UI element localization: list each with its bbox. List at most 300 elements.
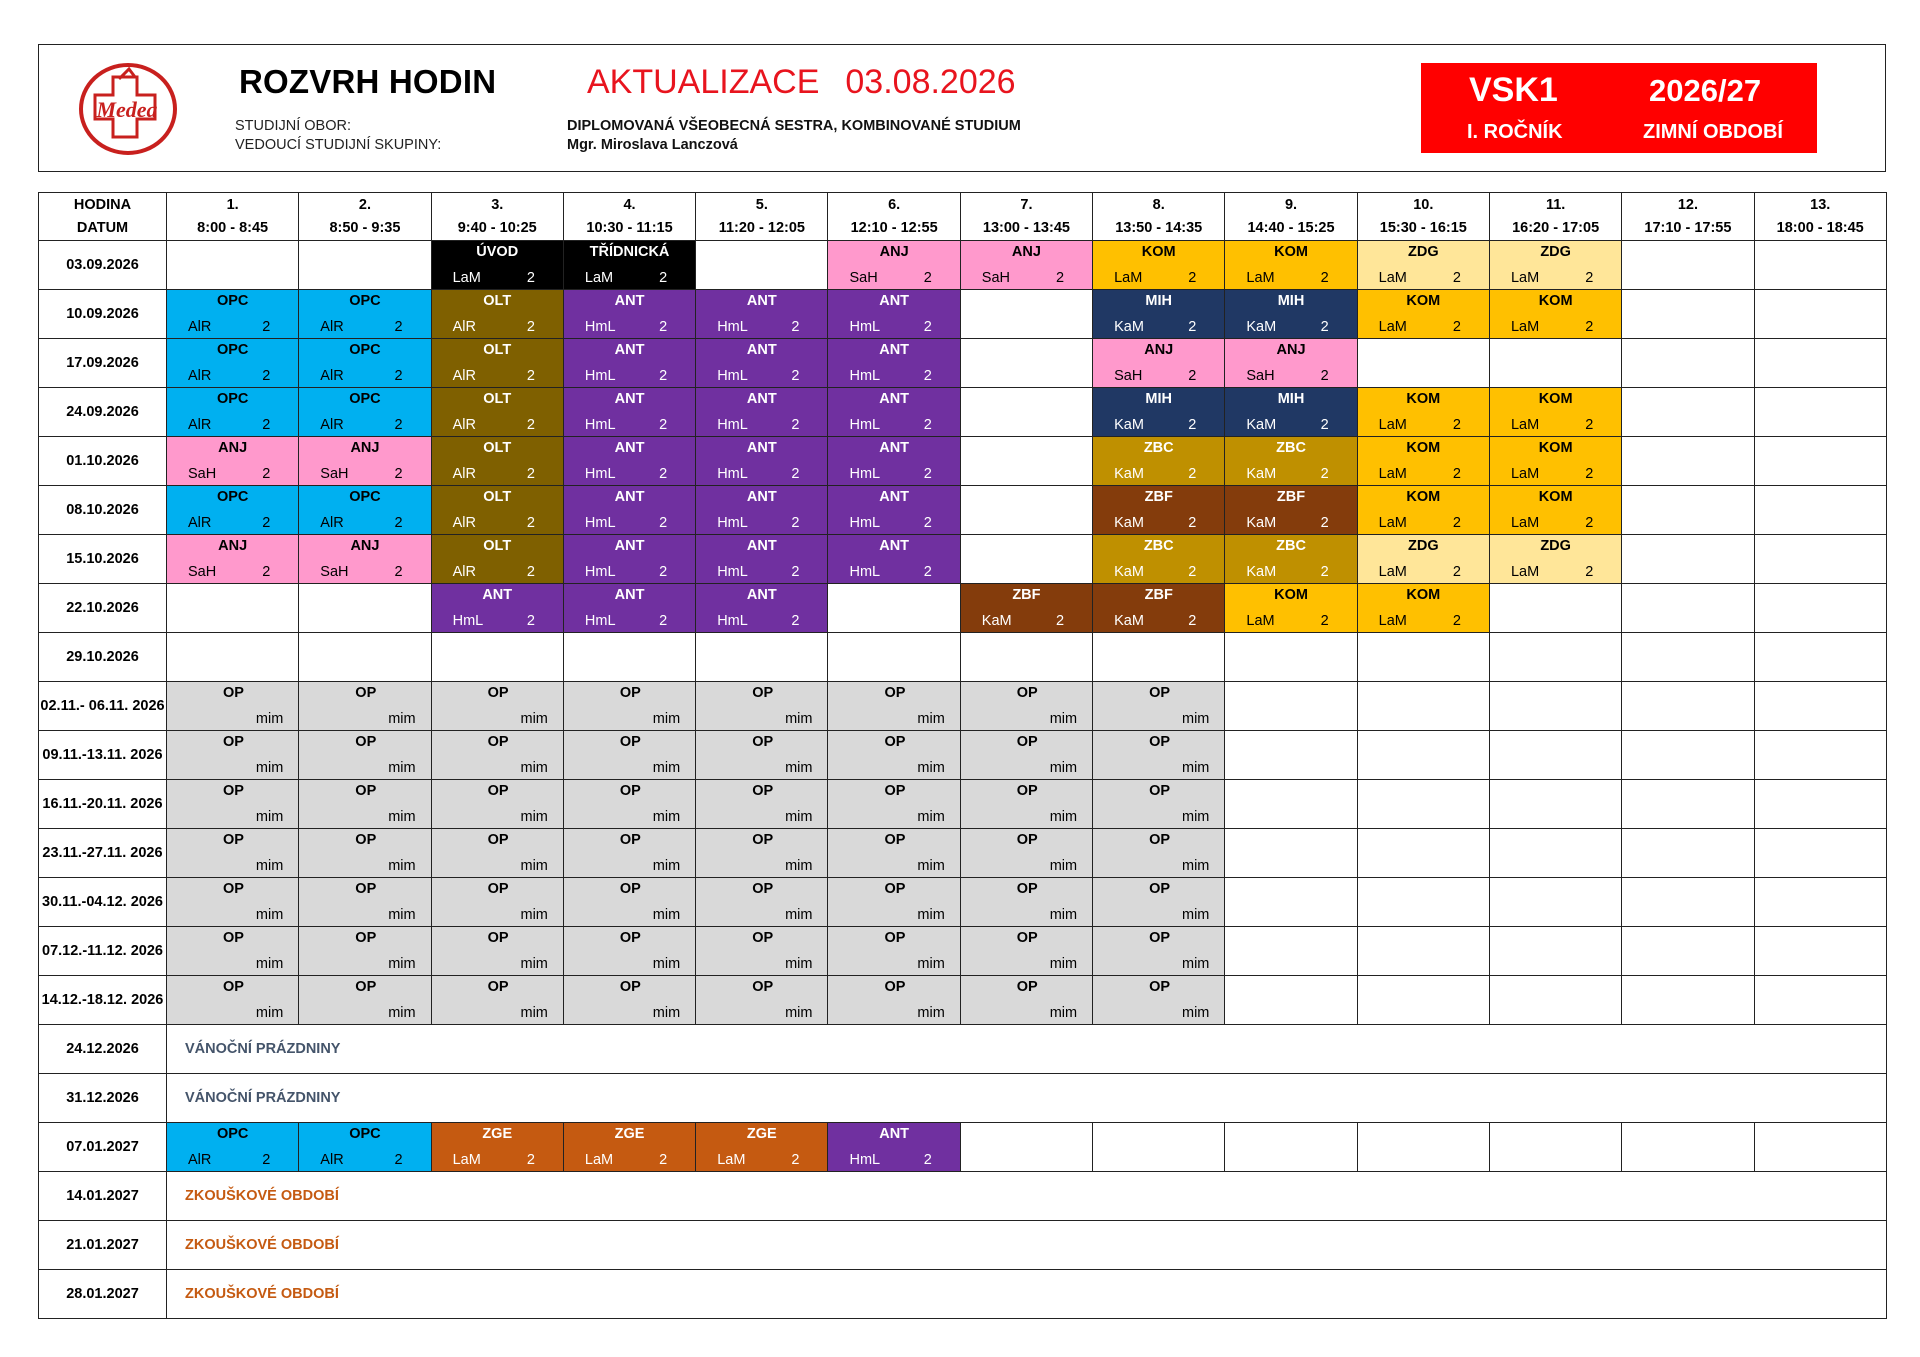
period-time: 13:00 - 13:45 bbox=[982, 219, 1070, 236]
hours-count: 2 bbox=[923, 466, 932, 482]
teacher-code: HmL bbox=[849, 515, 881, 531]
teacher-code: KaM bbox=[1114, 564, 1144, 580]
lesson-cell bbox=[1225, 388, 1357, 437]
teacher-code: SaH bbox=[1114, 368, 1143, 384]
period-header bbox=[167, 193, 299, 241]
subject-code: ZBC bbox=[1143, 538, 1174, 554]
lesson-cell bbox=[828, 878, 960, 927]
teacher-code: AlR bbox=[320, 368, 344, 384]
teacher-code: mim bbox=[1181, 1005, 1210, 1021]
lesson-cell bbox=[828, 780, 960, 829]
empty-cell bbox=[1622, 241, 1754, 290]
hours-count: 2 bbox=[923, 564, 932, 580]
lesson-cell bbox=[828, 486, 960, 535]
table-row bbox=[39, 339, 1887, 388]
subject-code: ANT bbox=[482, 587, 513, 603]
lesson-cell bbox=[1225, 437, 1357, 486]
date-cell bbox=[39, 976, 167, 1025]
lesson-cell bbox=[1093, 927, 1225, 976]
empty-cell bbox=[1754, 241, 1886, 290]
subject-code: KOM bbox=[1538, 440, 1573, 456]
subject-code: OP bbox=[619, 832, 641, 848]
hours-count: 2 bbox=[526, 368, 535, 384]
lesson-cell bbox=[1093, 486, 1225, 535]
table-row bbox=[39, 1221, 1887, 1270]
period-time: 11:20 - 12:05 bbox=[718, 219, 805, 236]
note-text: ZKOUŠKOVÉ OBDOBÍ bbox=[185, 1188, 339, 1204]
teacher-code: HmL bbox=[849, 417, 881, 433]
subject-code: ANT bbox=[746, 587, 777, 603]
teacher-code: mim bbox=[520, 956, 548, 972]
teacher-code: mim bbox=[255, 858, 284, 874]
hours-count: 2 bbox=[1452, 417, 1461, 433]
hours-count: 2 bbox=[791, 564, 800, 580]
subject-code: ZGE bbox=[482, 1126, 513, 1142]
subject-code: ANT bbox=[746, 440, 777, 456]
subject-code: OP bbox=[487, 881, 509, 897]
hours-count: 2 bbox=[1188, 564, 1197, 580]
group-badge bbox=[1421, 63, 1817, 153]
table-row bbox=[39, 437, 1887, 486]
lesson-cell bbox=[696, 878, 828, 927]
hours-count: 2 bbox=[1585, 564, 1594, 580]
empty-cell bbox=[431, 633, 563, 682]
note-cell bbox=[167, 1270, 1887, 1319]
lesson-cell bbox=[299, 731, 431, 780]
empty-cell bbox=[1622, 486, 1754, 535]
subject-code: ANT bbox=[879, 391, 910, 407]
hours-count: 2 bbox=[1320, 564, 1329, 580]
hours-count: 2 bbox=[1452, 564, 1461, 580]
empty-cell bbox=[1357, 976, 1489, 1025]
teacher-code: KaM bbox=[1114, 417, 1144, 433]
hours-count: 2 bbox=[923, 319, 932, 335]
teacher-code: mim bbox=[652, 760, 681, 776]
lesson-cell bbox=[563, 486, 695, 535]
teacher-code: AlR bbox=[452, 466, 476, 482]
table-row bbox=[39, 633, 1887, 682]
lesson-cell bbox=[1093, 878, 1225, 927]
lesson-cell bbox=[167, 682, 299, 731]
empty-cell bbox=[1093, 1123, 1225, 1172]
update-label: AKTUALIZACE bbox=[587, 63, 820, 101]
teacher-code: KaM bbox=[1246, 417, 1277, 433]
empty-cell bbox=[167, 633, 299, 682]
subject-code: ZBC bbox=[1276, 440, 1306, 456]
lesson-cell bbox=[696, 1123, 828, 1172]
lesson-cell bbox=[167, 535, 299, 584]
hours-count: 2 bbox=[659, 564, 668, 580]
lesson-cell bbox=[1357, 584, 1489, 633]
table-row bbox=[39, 1074, 1887, 1123]
teacher-code: KaM bbox=[1246, 466, 1277, 482]
subject-code: OP bbox=[752, 979, 774, 995]
date-label: 16.11.-20.11. 2026 bbox=[42, 795, 163, 812]
hours-count: 2 bbox=[394, 1152, 403, 1168]
subject-code: OP bbox=[884, 734, 906, 750]
lesson-cell bbox=[696, 682, 828, 731]
hours-count: 2 bbox=[394, 466, 403, 482]
period-number: 3. bbox=[491, 196, 504, 213]
teacher-code: LaM bbox=[1378, 319, 1407, 335]
empty-cell bbox=[1754, 633, 1886, 682]
hours-count: 2 bbox=[526, 417, 535, 433]
subject-code: KOM bbox=[1274, 244, 1308, 260]
subject-code: ANJ bbox=[1011, 244, 1041, 260]
subject-code: OP bbox=[1016, 783, 1038, 799]
empty-cell bbox=[828, 633, 960, 682]
teacher-code: HmL bbox=[717, 319, 748, 335]
teacher-code: AlR bbox=[320, 515, 344, 531]
hours-count: 2 bbox=[1452, 613, 1461, 629]
hours-count: 2 bbox=[1320, 613, 1329, 629]
empty-cell bbox=[1754, 388, 1886, 437]
lesson-cell bbox=[960, 241, 1092, 290]
lesson-cell bbox=[431, 780, 563, 829]
subject-code: OLT bbox=[483, 342, 512, 358]
teacher-code: KaM bbox=[1246, 515, 1277, 531]
table-row bbox=[39, 388, 1887, 437]
period-number: 13. bbox=[1810, 196, 1831, 213]
svg-text:Medea: Medea bbox=[96, 97, 158, 122]
teacher-code: mim bbox=[388, 956, 416, 972]
lesson-cell bbox=[431, 682, 563, 731]
date-cell bbox=[39, 486, 167, 535]
subject-code: ANT bbox=[746, 293, 777, 309]
lesson-cell bbox=[299, 878, 431, 927]
lesson-cell bbox=[960, 927, 1092, 976]
teacher-code: SaH bbox=[188, 564, 217, 580]
lesson-cell bbox=[696, 290, 828, 339]
teacher-code: LaM bbox=[1510, 564, 1540, 580]
hours-count: 2 bbox=[1452, 466, 1461, 482]
corner-header bbox=[39, 193, 167, 241]
subject-code: OP bbox=[884, 832, 906, 848]
teacher-code: HmL bbox=[584, 613, 616, 629]
teacher-code: HmL bbox=[717, 564, 748, 580]
empty-cell bbox=[1754, 927, 1886, 976]
empty-cell bbox=[1225, 780, 1357, 829]
lesson-cell bbox=[167, 290, 299, 339]
date-label: 17.09.2026 bbox=[66, 354, 139, 371]
hours-count: 2 bbox=[1188, 319, 1197, 335]
lesson-cell bbox=[299, 437, 431, 486]
subject-code: OP bbox=[884, 783, 906, 799]
hours-count: 2 bbox=[1320, 515, 1329, 531]
lesson-cell bbox=[1489, 290, 1621, 339]
lesson-cell bbox=[828, 731, 960, 780]
date-cell bbox=[39, 1025, 167, 1074]
subject-code: MIH bbox=[1277, 293, 1305, 309]
period-number: 6. bbox=[888, 196, 901, 213]
lesson-cell bbox=[960, 731, 1092, 780]
lesson-cell bbox=[299, 829, 431, 878]
subject-code: KOM bbox=[1406, 440, 1441, 456]
teacher-code: mim bbox=[1181, 760, 1210, 776]
date-cell bbox=[39, 731, 167, 780]
lesson-cell bbox=[828, 290, 960, 339]
lesson-cell bbox=[960, 976, 1092, 1025]
empty-cell bbox=[1622, 633, 1754, 682]
teacher-code: LaM bbox=[1378, 466, 1407, 482]
hours-count: 2 bbox=[1188, 613, 1197, 629]
lesson-cell bbox=[563, 290, 695, 339]
subject-code: KOM bbox=[1406, 587, 1441, 603]
hours-count: 2 bbox=[1452, 319, 1461, 335]
subject-code: ZDG bbox=[1408, 538, 1439, 554]
hours-count: 2 bbox=[659, 270, 668, 286]
teacher-code: mim bbox=[652, 711, 681, 727]
teacher-code: mim bbox=[255, 760, 284, 776]
subject-code: OP bbox=[487, 783, 509, 799]
lesson-cell bbox=[696, 339, 828, 388]
subject-code: ANJ bbox=[1276, 342, 1306, 358]
empty-cell bbox=[1754, 976, 1886, 1025]
period-time: 12:10 - 12:55 bbox=[850, 219, 938, 236]
subject-code: ANT bbox=[614, 587, 645, 603]
subject-code: ZDG bbox=[1540, 244, 1571, 260]
lesson-cell bbox=[167, 878, 299, 927]
hours-count: 2 bbox=[262, 515, 271, 531]
empty-cell bbox=[1357, 878, 1489, 927]
lesson-cell bbox=[431, 290, 563, 339]
lesson-cell bbox=[828, 829, 960, 878]
empty-cell bbox=[1489, 731, 1621, 780]
subject-code: OP bbox=[1016, 979, 1038, 995]
empty-cell bbox=[1225, 633, 1357, 682]
subject-code: ANT bbox=[614, 391, 645, 407]
hours-count: 2 bbox=[1188, 368, 1197, 384]
empty-cell bbox=[960, 388, 1092, 437]
lesson-cell bbox=[167, 437, 299, 486]
period-time: 14:40 - 15:25 bbox=[1247, 219, 1335, 236]
empty-cell bbox=[960, 1123, 1092, 1172]
table-row bbox=[39, 829, 1887, 878]
teacher-code: KaM bbox=[981, 613, 1012, 629]
empty-cell bbox=[828, 584, 960, 633]
hours-count: 2 bbox=[1320, 417, 1329, 433]
lesson-cell bbox=[828, 535, 960, 584]
subject-code: ZGE bbox=[614, 1126, 645, 1142]
lesson-cell bbox=[1357, 290, 1489, 339]
field-label: STUDIJNÍ OBOR: bbox=[235, 118, 352, 134]
hours-count: 2 bbox=[659, 368, 668, 384]
date-label: 07.12.-11.12. 2026 bbox=[42, 942, 163, 959]
teacher-code: AlR bbox=[452, 417, 476, 433]
subject-code: OPC bbox=[216, 293, 249, 309]
teacher-code: AlR bbox=[188, 417, 212, 433]
date-label: 30.11.-04.12. 2026 bbox=[42, 893, 163, 910]
subject-code: OP bbox=[619, 783, 641, 799]
empty-cell bbox=[1489, 1123, 1621, 1172]
teacher-code: mim bbox=[785, 858, 813, 874]
period-time: 17:10 - 17:55 bbox=[1644, 219, 1732, 236]
lesson-cell bbox=[299, 535, 431, 584]
lesson-cell bbox=[696, 388, 828, 437]
hours-count: 2 bbox=[1188, 417, 1197, 433]
subject-code: OPC bbox=[216, 1126, 249, 1142]
teacher-code: mim bbox=[255, 711, 284, 727]
empty-cell bbox=[1225, 1123, 1357, 1172]
period-header bbox=[828, 193, 960, 241]
hours-count: 2 bbox=[394, 319, 403, 335]
empty-cell bbox=[1754, 682, 1886, 731]
lesson-cell bbox=[431, 1123, 563, 1172]
teacher-code: KaM bbox=[1114, 613, 1144, 629]
empty-cell bbox=[1357, 682, 1489, 731]
teacher-code: LaM bbox=[1246, 270, 1275, 286]
subject-code: OLT bbox=[483, 440, 512, 456]
lesson-cell bbox=[167, 388, 299, 437]
medea-logo bbox=[75, 59, 181, 159]
term-label: ZIMNÍ OBDOBÍ bbox=[1643, 121, 1783, 143]
empty-cell bbox=[1489, 584, 1621, 633]
subject-code: MIH bbox=[1145, 391, 1173, 407]
period-number: 5. bbox=[755, 196, 768, 213]
empty-cell bbox=[1754, 290, 1886, 339]
empty-cell bbox=[299, 241, 431, 290]
table-row bbox=[39, 1270, 1887, 1319]
lesson-cell bbox=[1225, 339, 1357, 388]
subject-code: OP bbox=[487, 832, 509, 848]
table-row bbox=[39, 976, 1887, 1025]
lesson-cell bbox=[563, 976, 695, 1025]
empty-cell bbox=[1754, 1123, 1886, 1172]
lesson-cell bbox=[299, 1123, 431, 1172]
period-time: 10:30 - 11:15 bbox=[586, 219, 673, 236]
lesson-cell bbox=[1357, 486, 1489, 535]
date-label: 28.01.2027 bbox=[66, 1285, 139, 1302]
empty-cell bbox=[1489, 878, 1621, 927]
subject-code: OLT bbox=[483, 538, 512, 554]
date-label: 02.11.- 06.11. 2026 bbox=[40, 697, 165, 714]
table-row bbox=[39, 1123, 1887, 1172]
subject-code: ANT bbox=[879, 293, 910, 309]
teacher-code: LaM bbox=[717, 1152, 746, 1168]
lesson-cell bbox=[167, 486, 299, 535]
lesson-cell bbox=[1093, 437, 1225, 486]
subject-code: ANT bbox=[746, 489, 777, 505]
date-cell bbox=[39, 584, 167, 633]
date-label: 08.10.2026 bbox=[66, 501, 139, 518]
subject-code: OLT bbox=[483, 489, 512, 505]
hours-count: 2 bbox=[791, 466, 800, 482]
hours-count: 2 bbox=[394, 515, 403, 531]
teacher-code: AlR bbox=[188, 1152, 212, 1168]
subject-code: OP bbox=[884, 685, 906, 701]
hours-count: 2 bbox=[526, 515, 535, 531]
subject-code: OP bbox=[1149, 783, 1171, 799]
empty-cell bbox=[960, 437, 1092, 486]
lesson-cell bbox=[431, 976, 563, 1025]
teacher-code: mim bbox=[785, 760, 813, 776]
subject-code: OP bbox=[1149, 832, 1171, 848]
subject-code: ANT bbox=[879, 489, 910, 505]
subject-code: OP bbox=[355, 685, 377, 701]
teacher-code: HmL bbox=[584, 515, 616, 531]
lesson-cell bbox=[828, 241, 960, 290]
lesson-cell bbox=[563, 682, 695, 731]
subject-code: OP bbox=[487, 930, 509, 946]
timetable bbox=[38, 192, 1887, 1319]
note-cell bbox=[167, 1221, 1887, 1270]
teacher-code: mim bbox=[520, 858, 548, 874]
lesson-cell bbox=[299, 927, 431, 976]
period-header bbox=[1489, 193, 1621, 241]
lesson-cell bbox=[563, 878, 695, 927]
subject-code: ANJ bbox=[1144, 342, 1174, 358]
empty-cell bbox=[1622, 339, 1754, 388]
teacher-code: mim bbox=[1049, 956, 1078, 972]
subject-code: OPC bbox=[216, 342, 249, 358]
empty-cell bbox=[1754, 437, 1886, 486]
update-line bbox=[587, 63, 1016, 102]
table-row bbox=[39, 878, 1887, 927]
lesson-cell bbox=[167, 731, 299, 780]
hours-count: 2 bbox=[791, 613, 800, 629]
lesson-cell bbox=[1489, 241, 1621, 290]
empty-cell bbox=[696, 241, 828, 290]
date-cell bbox=[39, 1221, 167, 1270]
subject-code: ANJ bbox=[879, 244, 909, 260]
teacher-code: mim bbox=[520, 711, 548, 727]
teacher-code: LaM bbox=[452, 1152, 481, 1168]
lesson-cell bbox=[299, 388, 431, 437]
lesson-cell bbox=[1225, 290, 1357, 339]
date-cell bbox=[39, 1074, 167, 1123]
hours-count: 2 bbox=[923, 417, 932, 433]
period-number: 12. bbox=[1677, 196, 1698, 213]
teacher-code: AlR bbox=[452, 319, 476, 335]
date-cell bbox=[39, 927, 167, 976]
lesson-cell bbox=[828, 682, 960, 731]
subject-code: ANT bbox=[879, 1126, 910, 1142]
subject-code: OPC bbox=[216, 391, 249, 407]
lesson-cell bbox=[1225, 535, 1357, 584]
subject-code: ANT bbox=[614, 538, 645, 554]
empty-cell bbox=[1357, 780, 1489, 829]
period-header bbox=[563, 193, 695, 241]
teacher-code: mim bbox=[652, 956, 681, 972]
leader-value: Mgr. Miroslava Lanczová bbox=[567, 137, 738, 153]
date-label: 24.12.2026 bbox=[66, 1040, 139, 1057]
hours-count: 2 bbox=[1188, 270, 1197, 286]
subject-code: ZBC bbox=[1276, 538, 1306, 554]
hours-count: 2 bbox=[526, 270, 535, 286]
subject-code: ANJ bbox=[218, 440, 248, 456]
teacher-code: HmL bbox=[584, 564, 616, 580]
period-number: 7. bbox=[1020, 196, 1033, 213]
lesson-cell bbox=[431, 388, 563, 437]
date-label: 10.09.2026 bbox=[66, 305, 139, 322]
period-number: 11. bbox=[1545, 196, 1566, 213]
lesson-cell bbox=[299, 780, 431, 829]
subject-code: ANJ bbox=[350, 538, 380, 554]
empty-cell bbox=[1489, 976, 1621, 1025]
period-header bbox=[1622, 193, 1754, 241]
lesson-cell bbox=[1093, 290, 1225, 339]
subject-code: OLT bbox=[483, 391, 512, 407]
subject-code: OLT bbox=[483, 293, 512, 309]
date-cell bbox=[39, 535, 167, 584]
teacher-code: HmL bbox=[717, 466, 748, 482]
hours-count: 2 bbox=[923, 270, 932, 286]
update-date: 03.08.2026 bbox=[845, 63, 1016, 101]
lesson-cell bbox=[431, 339, 563, 388]
corner-top: HODINA bbox=[73, 196, 132, 213]
hours-count: 2 bbox=[526, 319, 535, 335]
teacher-code: mim bbox=[388, 809, 416, 825]
